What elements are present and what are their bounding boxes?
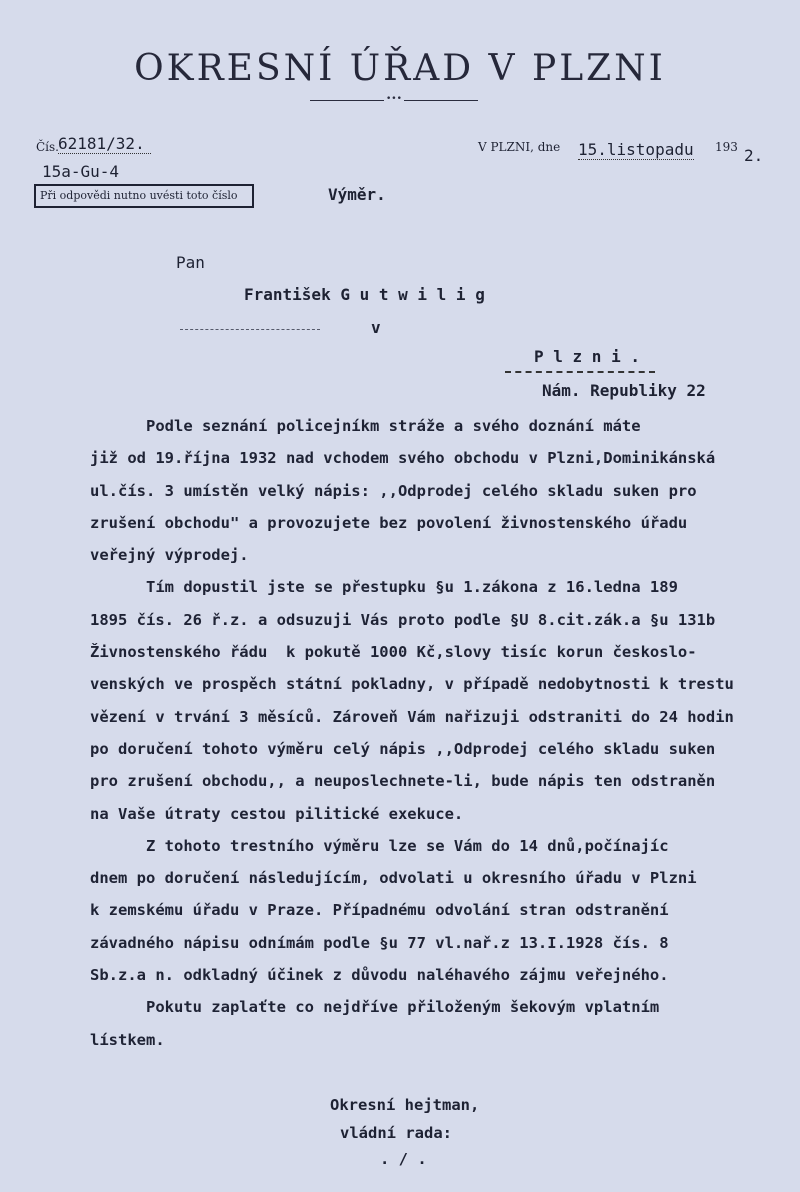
signature-title: Okresní hejtman, (330, 1096, 480, 1114)
body-line: veřejný výprodej. (62, 546, 249, 565)
dateline-year-prefix: 193 (715, 140, 738, 154)
body-line: k zemskému úřadu v Praze. Případnému odvolání stran odstranění (62, 901, 669, 920)
body-line: po doručení tohoto výměru celý nápis ,,Odprodej celého skladu suken (62, 739, 716, 758)
body-line: dnem po doručení následujícím, odvolati u okresního úřadu v Plzni (62, 869, 697, 888)
body-line: Tím dopustil jste se přestupku §u 1.zákona z 16.ledna 189 (62, 578, 678, 597)
reference-number: 62181/32. (58, 134, 151, 154)
dateline-date: 15.listopadu (578, 140, 694, 159)
body-line: lístkem. (62, 1030, 165, 1049)
body-line: pro zrušení obchodu,, a neuposlechnete-li, bude nápis ten odstraněn (62, 772, 716, 791)
recipient-name: František G u t w i l i g (244, 285, 485, 304)
body-line: na Vaše útraty cestou pilitické exekuce. (62, 804, 464, 823)
reference-notice-box: Při odpovědi nutno uvésti toto číslo (34, 184, 254, 208)
body-line: ul.čís. 3 umístěn velký nápis: ,,Odprodej celého skladu suken pro (62, 481, 697, 500)
signature-mark: . / . (380, 1150, 427, 1168)
heading-ornament (310, 94, 478, 104)
body-line: 1895 čís. 26 ř.z. a odsuzuji Vás proto podle §U 8.cit.zák.a §u 131b (62, 610, 716, 629)
reference-prefix: Čís. (36, 140, 59, 154)
body-line: Z tohoto trestního výměru lze se Vám do 14 dnů,počínajíc (62, 836, 669, 855)
body-line: Pokutu zaplaťte co nejdříve přiloženým šekovým vplatním (62, 998, 660, 1017)
signature-rank: vládní rada: (340, 1124, 452, 1142)
body-line: vězení v trvání 3 měsíců. Zároveň Vám nařizuji odstraniti do 24 hodin (62, 707, 734, 726)
recipient-city: P l z n i . (534, 347, 640, 366)
blank-line (180, 329, 320, 330)
reference-code: 15a-Gu-4 (42, 162, 120, 181)
ornament-dots: ••• (386, 94, 402, 104)
body-line: závadného nápisu odnímám podle §u 77 vl.nař.z 13.I.1928 čís. 8 (62, 933, 669, 952)
body-line: Živnostenského řádu k pokutě 1000 Kč,slovy tisíc korun českoslo- (62, 643, 697, 662)
body-line: Sb.z.a n. odkladný účinek z důvodu naléhavého zájmu veřejného. (62, 966, 669, 985)
recipient-salutation: Pan (176, 253, 205, 272)
body-line: zrušení obchodu" a provozujete bez povolení živnostenského úřadu (62, 513, 688, 532)
document-type: Výměr. (328, 185, 386, 204)
office-heading: OKRESNÍ ÚŘAD V PLZNI (134, 48, 666, 89)
body-line: již od 19.října 1932 nad vchodem svého obchodu v Plzni,Dominikánská (62, 449, 716, 468)
recipient-preposition: v (371, 318, 381, 337)
recipient-street: Nám. Republiky 22 (542, 381, 706, 400)
body-line: Podle seznání policejníkm stráže a svého doznání máte (62, 417, 641, 435)
body-text (62, 410, 792, 1056)
dateline-place: V PLZNI, dne (478, 140, 561, 154)
body-line: venských ve prospěch státní pokladny, v případě nedobytnosti k trestu (62, 675, 734, 694)
dateline-year-suffix: 2. (744, 146, 764, 165)
city-underline (505, 371, 655, 373)
